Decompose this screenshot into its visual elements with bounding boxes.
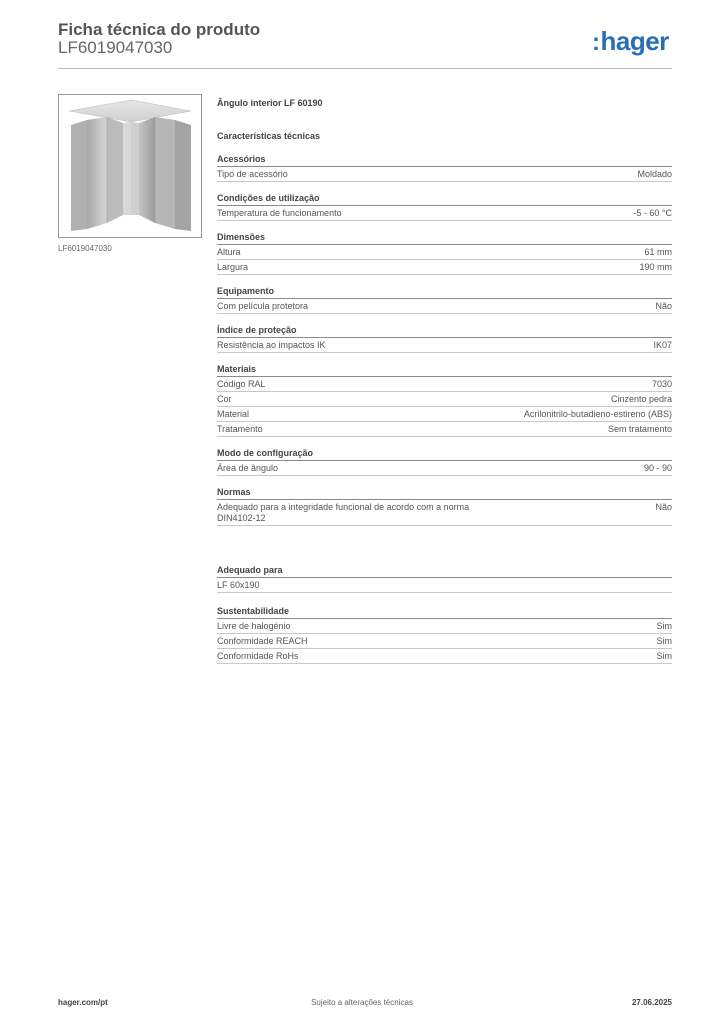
spec-name: Altura [217, 247, 241, 257]
header-title: Ficha técnica do produto [58, 20, 261, 39]
spec-sections [217, 153, 672, 526]
hager-logo[interactable]: :hager [592, 26, 669, 56]
spec-name: Área de ângulo [217, 463, 279, 473]
spec-name: Cor [217, 394, 232, 404]
spec-name: Com película protetora [217, 301, 309, 311]
spec-name: Conformidade REACH [217, 636, 308, 646]
section-title: Acessórios [217, 153, 672, 167]
section-title: Dimensões [217, 231, 672, 245]
spec-value: Não [655, 301, 672, 311]
section-title: Materiais [217, 363, 672, 377]
spec-value: 61 mm [644, 247, 672, 257]
spec-row [217, 167, 672, 182]
spec-value: Moldado [637, 169, 672, 179]
spec-name: Material [217, 409, 250, 419]
spec-row [217, 206, 672, 221]
spec-row [217, 392, 672, 407]
product-code: LF6019047030 [58, 38, 173, 57]
section-title: Adequado para [217, 564, 672, 578]
section-title: Condições de utilização [217, 192, 672, 206]
spec-value: Cinzento pedra [610, 394, 672, 404]
sustainability-section [217, 605, 672, 664]
spec-value: 190 mm [639, 262, 672, 272]
spec-row [217, 260, 672, 275]
spec-row [217, 299, 672, 314]
spec-section [217, 363, 672, 437]
spec-section [217, 231, 672, 275]
spec-value: -5 - 60 °C [633, 208, 672, 218]
spec-value: Sim [656, 651, 672, 661]
section-title: Equipamento [217, 285, 672, 299]
spec-row [217, 245, 672, 260]
spec-row [217, 422, 672, 437]
spec-value: Acrilonitrilo-butadieno-estireno (ABS) [523, 409, 672, 419]
spec-name: Conformidade RoHs [217, 651, 299, 661]
spec-value: IK07 [653, 340, 672, 350]
interior-corner-trunking-icon [59, 95, 201, 237]
spec-name: Resistência ao impactos IK [217, 340, 326, 350]
spec-name: Tratamento [217, 424, 263, 434]
footer-notice: Sujeito a alterações técnicas [311, 998, 413, 1007]
spec-value: Não [655, 502, 672, 512]
section-title: Modo de configuração [217, 447, 672, 461]
spec-section [217, 153, 672, 182]
spec-row [217, 338, 672, 353]
footer-date: 27.06.2025 [631, 998, 672, 1007]
spec-row [217, 407, 672, 422]
spec-row [217, 634, 672, 649]
image-caption: LF6019047030 [58, 244, 112, 253]
spec-row [217, 461, 672, 476]
spec-name: Temperatura de funcionamento [217, 208, 342, 218]
spec-row [217, 578, 672, 593]
spec-name: LF 60x190 [217, 580, 260, 590]
main-content [217, 96, 672, 664]
technical-characteristics-title: Características técnicas [217, 131, 321, 141]
spec-row [217, 377, 672, 392]
spec-value: Sim [656, 621, 672, 631]
spec-name: Largura [217, 262, 249, 272]
spec-name: Adequado para a integridade funcional de acordo com a norma DIN4102-12 [217, 502, 470, 523]
spec-value: 7030 [651, 379, 672, 389]
footer-website[interactable]: hager.com/pt [58, 998, 108, 1007]
spec-section [217, 192, 672, 221]
section-title: Normas [217, 486, 672, 500]
section-title: Sustentabilidade [217, 605, 672, 619]
spec-value: 90 - 90 [643, 463, 672, 473]
spec-section [217, 486, 672, 526]
spec-row [217, 619, 672, 634]
spec-name: Código RAL [217, 379, 266, 389]
product-name: Ângulo interior LF 60190 [217, 98, 323, 108]
suitable-section [217, 564, 672, 593]
product-image [58, 94, 202, 238]
header-divider [58, 68, 672, 69]
spec-value: Sim [656, 636, 672, 646]
spec-row [217, 500, 672, 526]
spec-section [217, 447, 672, 476]
spec-section [217, 285, 672, 314]
spec-name: Tipo de acessório [217, 169, 288, 179]
spec-row [217, 649, 672, 664]
spec-name: Livre de halogénio [217, 621, 291, 631]
spec-value: Sem tratamento [607, 424, 672, 434]
section-title: Índice de proteção [217, 324, 672, 338]
spec-section [217, 324, 672, 353]
